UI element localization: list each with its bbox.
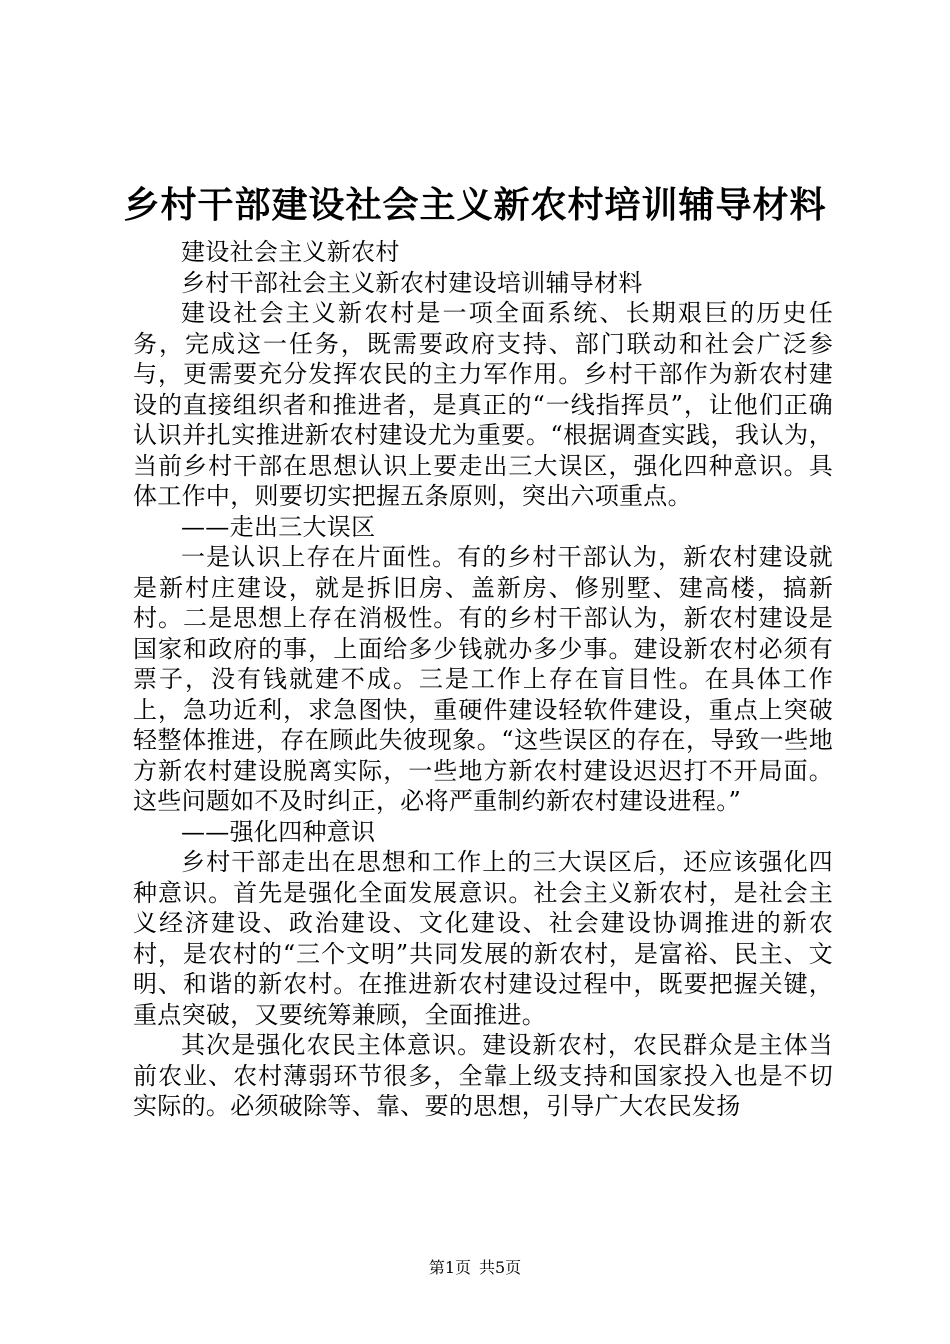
body-paragraph: 一是认识上存在片面性。有的乡村干部认为，新农村建设就是新村庄建设，就是拆旧房、盖新房、修别墅、建高楼，搞新村。二是思想上存在消极性。有的乡村干部认为，新农村建设是国家和政府的事，上面给多少钱就办多少事。建设新农村必须有票子，没有钱就建不成。三是工作上存在盲目性。在具体工作上，急功近利，求急图快，重硬件建设轻软件建设，重点上突破轻整体推进，存在顾此失彼现象。“这些误区的存在，导致一些地方新农村建设脱离实际，一些地方新农村建设迟迟打不开局面。这些问题如不及时纠正，必将严重制约新农村建设进程。” [133, 543, 833, 815]
section-heading: ——走出三大误区 [181, 512, 376, 541]
document-title: 乡村干部建设社会主义新农村培训辅导材料 [123, 184, 827, 226]
subtitle-paragraph: 乡村干部社会主义新农村建设培训辅导材料 [181, 268, 643, 297]
page-number: 第1页 [428, 1258, 471, 1277]
subtitle-paragraph: 建设社会主义新农村 [181, 238, 400, 266]
section-heading: ——强化四种意识 [181, 817, 376, 846]
document-body [133, 237, 833, 1122]
body-paragraph: 建设社会主义新农村是一项全面系统、长期艰巨的历史任务，完成这一任务，既需要政府支持、部门联动和社会广泛参与，更需要充分发挥农民的主力军作用。乡村干部作为新农村建设的直接组织者和推进者，是真正的“一线指挥员”，让他们正确认识并扎实推进新农村建设尤为重要。“根据调查实践，我认为，当前乡村干部在思想认识上要走出三大误区，强化四种意识。具体工作中，则要切实把握五条原则，突出六项重点。 [133, 299, 833, 510]
page-total: 共5页 [479, 1258, 522, 1277]
body-paragraph: 乡村干部走出在思想和工作上的三大误区后，还应该强化四种意识。首先是强化全面发展意识。社会主义新农村，是社会主义经济建设、政治建设、文化建设、社会建设协调推进的新农村，是农村的“三个文明”共同发展的新农村，是富裕、民主、文明、和谐的新农村。在推进新农村建设过程中，既要把握关键，重点突破，又要统筹兼顾，全面推进。 [133, 848, 833, 1029]
page-footer [0, 1258, 950, 1278]
body-paragraph: 其次是强化农民主体意识。建设新农村，农民群众是主体当前农业、农村薄弱环节很多，全靠上级支持和国家投入也是不切实际的。必须破除等、靠、要的思想，引导广大农民发扬 [133, 1031, 833, 1120]
